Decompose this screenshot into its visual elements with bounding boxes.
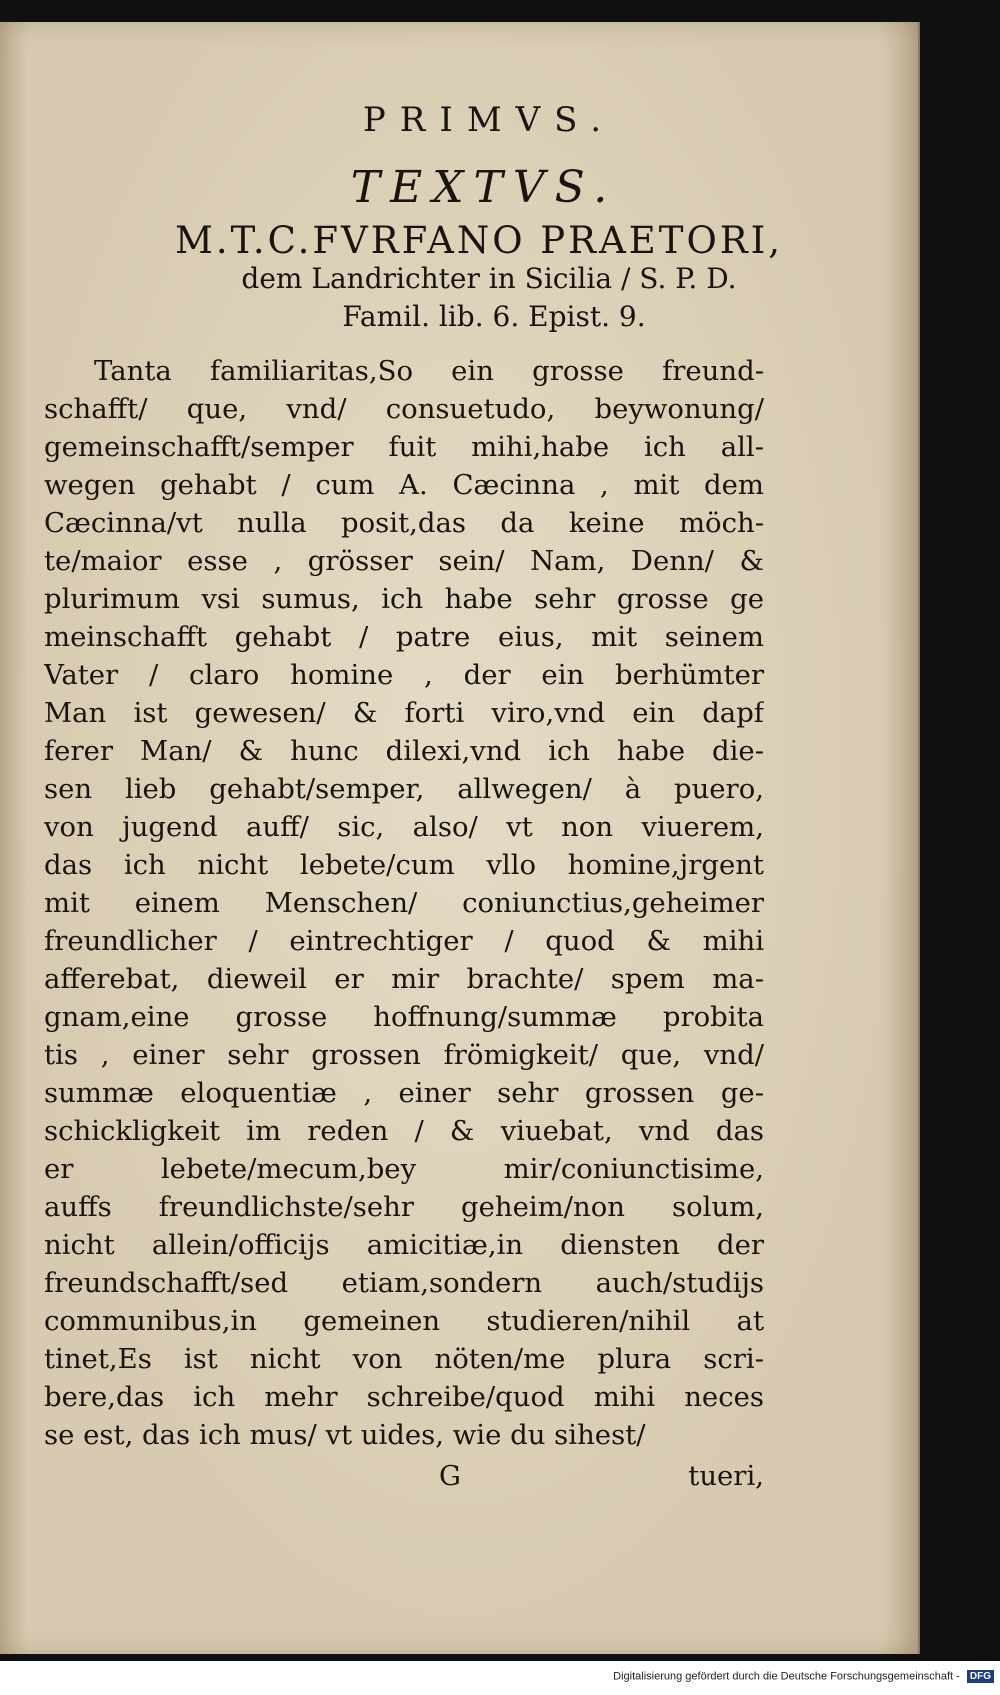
text-line: schickligkeit im reden / & viuebat, vnd das bbox=[44, 1115, 764, 1147]
text-line: freundschafft/sed etiam,sondern auch/studijs bbox=[44, 1267, 764, 1299]
text-line: von jugend auff/ sic, also/ vt non viuerem, bbox=[44, 811, 764, 843]
text-line: te/maior esse , grösser sein/ Nam, Denn/ & bbox=[44, 545, 764, 577]
text-line: auffs freundlichste/sehr geheim/non solum, bbox=[44, 1191, 764, 1223]
text-line: se est, das ich mus/ vt uides, wie du sihest/ bbox=[44, 1419, 646, 1451]
heading-line-3: Famil. lib. 6. Epist. 9. bbox=[342, 300, 646, 333]
section-title: TEXTVS. bbox=[350, 162, 618, 213]
text-line: wegen gehabt / cum A. Cæcinna , mit dem bbox=[44, 469, 764, 501]
text-line: das ich nicht lebete/cum vllo homine,jrgent bbox=[44, 849, 764, 881]
dfg-logo: DFG bbox=[967, 1670, 994, 1683]
signature-mark: G bbox=[439, 1460, 461, 1492]
text-line: er lebete/mecum,bey mir/coniunctisime, bbox=[44, 1153, 764, 1185]
text-line: sen lieb gehabt/semper, allwegen/ à puero, bbox=[44, 773, 764, 805]
text-line: bere,das ich mehr schreibe/quod mihi neces bbox=[44, 1381, 764, 1413]
heading-line-1: M.T.C.FVRFANO PRAETORI, bbox=[174, 219, 784, 262]
text-line: Tanta familiaritas,So ein grosse freund- bbox=[94, 355, 764, 387]
text-line: gemeinschafft/semper fuit mihi,habe ich all- bbox=[44, 431, 764, 463]
text-line: tis , einer sehr grossen frömigkeit/ que, vnd/ bbox=[44, 1039, 764, 1071]
heading-line-2: dem Landrichter in Sicilia / S. P. D. bbox=[241, 262, 737, 295]
text-line: freundlicher / eintrechtiger / quod & mihi bbox=[44, 925, 764, 957]
body-text bbox=[44, 352, 764, 1454]
text-line: gnam,eine grosse hoffnung/summæ probita bbox=[44, 1001, 764, 1033]
text-line: Vater / claro homine , der ein berhümter bbox=[44, 659, 764, 691]
text-line: schafft/ que, vnd/ consuetudo, beywonung/ bbox=[44, 393, 764, 425]
text-line: tinet,Es ist nicht von nöten/me plura scri- bbox=[44, 1343, 764, 1375]
text-line: afferebat, dieweil er mir brachte/ spem ma- bbox=[44, 963, 764, 995]
digitization-credit-bar bbox=[0, 1661, 1000, 1695]
catchword: tueri, bbox=[688, 1460, 764, 1492]
text-line: ferer Man/ & hunc dilexi,vnd ich habe die- bbox=[44, 735, 764, 767]
text-line: Cæcinna/vt nulla posit,das da keine möch- bbox=[44, 507, 764, 539]
letter-heading bbox=[0, 219, 918, 336]
text-line: plurimum vsi sumus, ich habe sehr grosse ge bbox=[44, 583, 764, 615]
running-head: PRIMVS. bbox=[362, 100, 616, 140]
text-line: communibus,in gemeinen studieren/nihil at bbox=[44, 1305, 764, 1337]
text-line: Man ist gewesen/ & forti viro,vnd ein dapf bbox=[44, 697, 764, 729]
credit-text: Digitalisierung gefördert durch die Deutsche Forschungsgemeinschaft - bbox=[613, 1670, 960, 1683]
text-line: nicht allein/officijs amicitiæ,in diensten der bbox=[44, 1229, 764, 1261]
book-page bbox=[0, 22, 920, 1654]
text-line: summæ eloquentiæ , einer sehr grossen ge- bbox=[44, 1077, 764, 1109]
text-line: meinschafft gehabt / patre eius, mit seinem bbox=[44, 621, 764, 653]
text-line: mit einem Menschen/ coniunctius,geheimer bbox=[44, 887, 764, 919]
